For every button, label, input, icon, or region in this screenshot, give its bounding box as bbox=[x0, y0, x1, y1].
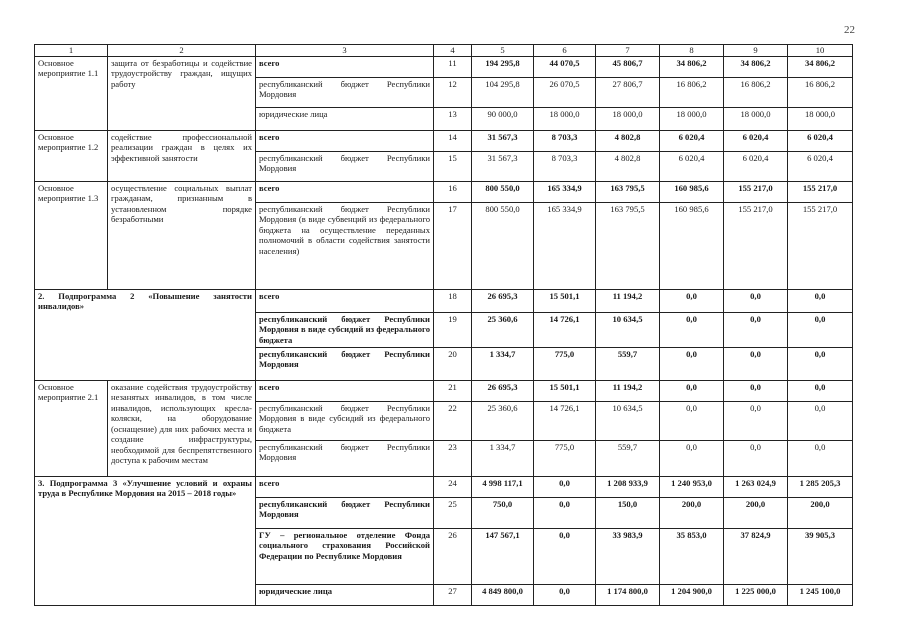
value-cell: 559,7 bbox=[596, 348, 660, 381]
value-cell: 6 020,4 bbox=[660, 152, 724, 182]
value-cell: 150,0 bbox=[596, 498, 660, 529]
table-row bbox=[35, 477, 853, 498]
header-cell: 3 bbox=[256, 45, 434, 57]
table-row bbox=[35, 290, 853, 313]
value-cell: 165 334,9 bbox=[534, 203, 596, 290]
value-cell: 0,0 bbox=[724, 381, 788, 402]
row-number: 13 bbox=[434, 108, 472, 131]
measure-description: оказание содействия трудоустройству незанятых инвалидов, в том числе инвалидов, использующих кресла-коляски, на оборудование (оснащение) для них рабочих места и создание инфраструктуры, необходимой для беспрепятственного доступа к рабочим местам bbox=[108, 381, 256, 477]
value-cell: 1 240 953,0 bbox=[660, 477, 724, 498]
value-cell: 0,0 bbox=[534, 529, 596, 585]
row-number: 18 bbox=[434, 290, 472, 313]
row-number: 27 bbox=[434, 585, 472, 606]
value-cell: 14 726,1 bbox=[534, 313, 596, 348]
table-row bbox=[35, 131, 853, 152]
funding-source: всего bbox=[256, 131, 434, 152]
value-cell: 1 285 205,3 bbox=[788, 477, 853, 498]
value-cell: 0,0 bbox=[534, 585, 596, 606]
table-row bbox=[35, 57, 853, 78]
row-number: 21 bbox=[434, 381, 472, 402]
value-cell: 0,0 bbox=[788, 313, 853, 348]
value-cell: 155 217,0 bbox=[724, 203, 788, 290]
funding-source: всего bbox=[256, 477, 434, 498]
row-number: 20 bbox=[434, 348, 472, 381]
page-number: 22 bbox=[844, 24, 855, 36]
row-number: 14 bbox=[434, 131, 472, 152]
value-cell: 26 695,3 bbox=[472, 381, 534, 402]
value-cell: 6 020,4 bbox=[788, 152, 853, 182]
funding-source: всего bbox=[256, 182, 434, 203]
value-cell: 16 806,2 bbox=[724, 78, 788, 108]
value-cell: 18 000,0 bbox=[534, 108, 596, 131]
funding-source: республиканский бюджет Республики Мордовия bbox=[256, 152, 434, 182]
value-cell: 0,0 bbox=[788, 381, 853, 402]
value-cell: 0,0 bbox=[660, 348, 724, 381]
value-cell: 1 245 100,0 bbox=[788, 585, 853, 606]
funding-source: республиканский бюджет Республики Мордовия (в виде субвенций из федерального бюджета на осуществление переданных полномочий в области содействия занятости населения) bbox=[256, 203, 434, 290]
funding-source: республиканский бюджет Республики Мордовия bbox=[256, 498, 434, 529]
value-cell: 44 070,5 bbox=[534, 57, 596, 78]
value-cell: 33 983,9 bbox=[596, 529, 660, 585]
value-cell: 6 020,4 bbox=[660, 131, 724, 152]
value-cell: 39 905,3 bbox=[788, 529, 853, 585]
value-cell: 6 020,4 bbox=[724, 131, 788, 152]
value-cell: 163 795,5 bbox=[596, 203, 660, 290]
value-cell: 15 501,1 bbox=[534, 381, 596, 402]
row-number: 11 bbox=[434, 57, 472, 78]
row-number: 15 bbox=[434, 152, 472, 182]
header-cell: 6 bbox=[534, 45, 596, 57]
value-cell: 34 806,2 bbox=[660, 57, 724, 78]
value-cell: 1 225 000,0 bbox=[724, 585, 788, 606]
value-cell: 4 849 800,0 bbox=[472, 585, 534, 606]
value-cell: 6 020,4 bbox=[788, 131, 853, 152]
value-cell: 4 998 117,1 bbox=[472, 477, 534, 498]
value-cell: 11 194,2 bbox=[596, 381, 660, 402]
measure-description: осуществление социальных выплат гражданам, признанным в установленном порядке безработными bbox=[108, 182, 256, 290]
funding-source: республиканский бюджет Республики Мордовия bbox=[256, 441, 434, 477]
value-cell: 775,0 bbox=[534, 441, 596, 477]
value-cell: 18 000,0 bbox=[596, 108, 660, 131]
value-cell: 1 334,7 bbox=[472, 348, 534, 381]
value-cell: 8 703,3 bbox=[534, 131, 596, 152]
row-number: 17 bbox=[434, 203, 472, 290]
header-cell: 9 bbox=[724, 45, 788, 57]
value-cell: 0,0 bbox=[724, 348, 788, 381]
value-cell: 10 634,5 bbox=[596, 402, 660, 441]
header-cell: 8 bbox=[660, 45, 724, 57]
measure-label: Основное мероприятие 1.3 bbox=[35, 182, 108, 290]
row-number: 12 bbox=[434, 78, 472, 108]
measure-label: Основное мероприятие 1.2 bbox=[35, 131, 108, 182]
funding-source: республиканский бюджет Республики Мордовия в виде субсидий из федерального бюджета bbox=[256, 402, 434, 441]
funding-source: республиканский бюджет Республики Мордовия bbox=[256, 78, 434, 108]
value-cell: 0,0 bbox=[724, 290, 788, 313]
funding-source: республиканский бюджет Республики Мордовия bbox=[256, 348, 434, 381]
value-cell: 10 634,5 bbox=[596, 313, 660, 348]
header-row bbox=[35, 45, 853, 57]
value-cell: 800 550,0 bbox=[472, 203, 534, 290]
header-cell: 10 bbox=[788, 45, 853, 57]
value-cell: 4 802,8 bbox=[596, 131, 660, 152]
value-cell: 45 806,7 bbox=[596, 57, 660, 78]
subprogram-title: 2. Подпрограмма 2 «Повышение занятости инвалидов» bbox=[35, 290, 256, 381]
row-number: 19 bbox=[434, 313, 472, 348]
value-cell: 26 070,5 bbox=[534, 78, 596, 108]
value-cell: 104 295,8 bbox=[472, 78, 534, 108]
table-row bbox=[35, 182, 853, 203]
value-cell: 0,0 bbox=[660, 402, 724, 441]
value-cell: 90 000,0 bbox=[472, 108, 534, 131]
value-cell: 34 806,2 bbox=[724, 57, 788, 78]
value-cell: 4 802,8 bbox=[596, 152, 660, 182]
value-cell: 155 217,0 bbox=[724, 182, 788, 203]
subprogram-title: 3. Подпрограмма 3 «Улучшение условий и охраны труда в Республике Мордовия на 2015 – 2018 годы» bbox=[35, 477, 256, 606]
value-cell: 0,0 bbox=[788, 290, 853, 313]
value-cell: 14 726,1 bbox=[534, 402, 596, 441]
value-cell: 200,0 bbox=[724, 498, 788, 529]
value-cell: 0,0 bbox=[724, 441, 788, 477]
budget-table bbox=[34, 44, 853, 606]
value-cell: 25 360,6 bbox=[472, 313, 534, 348]
value-cell: 559,7 bbox=[596, 441, 660, 477]
value-cell: 147 567,1 bbox=[472, 529, 534, 585]
value-cell: 16 806,2 bbox=[660, 78, 724, 108]
value-cell: 31 567,3 bbox=[472, 152, 534, 182]
measure-label: Основное мероприятие 2.1 bbox=[35, 381, 108, 477]
value-cell: 0,0 bbox=[660, 290, 724, 313]
value-cell: 0,0 bbox=[660, 313, 724, 348]
row-number: 23 bbox=[434, 441, 472, 477]
value-cell: 160 985,6 bbox=[660, 203, 724, 290]
header-cell: 5 bbox=[472, 45, 534, 57]
value-cell: 0,0 bbox=[724, 313, 788, 348]
funding-source: юридические лица bbox=[256, 108, 434, 131]
value-cell: 25 360,6 bbox=[472, 402, 534, 441]
value-cell: 750,0 bbox=[472, 498, 534, 529]
value-cell: 0,0 bbox=[788, 441, 853, 477]
funding-source: всего bbox=[256, 57, 434, 78]
measure-description: содействие профессиональной реализации граждан в целях их эффективной занятости bbox=[108, 131, 256, 182]
value-cell: 37 824,9 bbox=[724, 529, 788, 585]
value-cell: 18 000,0 bbox=[788, 108, 853, 131]
value-cell: 200,0 bbox=[788, 498, 853, 529]
value-cell: 1 208 933,9 bbox=[596, 477, 660, 498]
value-cell: 155 217,0 bbox=[788, 182, 853, 203]
value-cell: 165 334,9 bbox=[534, 182, 596, 203]
value-cell: 6 020,4 bbox=[724, 152, 788, 182]
value-cell: 155 217,0 bbox=[788, 203, 853, 290]
table-body bbox=[35, 57, 853, 606]
value-cell: 18 000,0 bbox=[660, 108, 724, 131]
value-cell: 1 334,7 bbox=[472, 441, 534, 477]
value-cell: 160 985,6 bbox=[660, 182, 724, 203]
table-row bbox=[35, 381, 853, 402]
value-cell: 34 806,2 bbox=[788, 57, 853, 78]
value-cell: 1 204 900,0 bbox=[660, 585, 724, 606]
value-cell: 1 263 024,9 bbox=[724, 477, 788, 498]
value-cell: 163 795,5 bbox=[596, 182, 660, 203]
measure-description: защита от безработицы и содействие трудоустройству граждан, ищущих работу bbox=[108, 57, 256, 131]
row-number: 24 bbox=[434, 477, 472, 498]
header-cell: 2 bbox=[108, 45, 256, 57]
value-cell: 1 174 800,0 bbox=[596, 585, 660, 606]
value-cell: 194 295,8 bbox=[472, 57, 534, 78]
value-cell: 0,0 bbox=[788, 402, 853, 441]
value-cell: 200,0 bbox=[660, 498, 724, 529]
value-cell: 0,0 bbox=[534, 477, 596, 498]
value-cell: 775,0 bbox=[534, 348, 596, 381]
value-cell: 11 194,2 bbox=[596, 290, 660, 313]
value-cell: 26 695,3 bbox=[472, 290, 534, 313]
header-cell: 1 bbox=[35, 45, 108, 57]
value-cell: 16 806,2 bbox=[788, 78, 853, 108]
funding-source: всего bbox=[256, 381, 434, 402]
value-cell: 31 567,3 bbox=[472, 131, 534, 152]
value-cell: 18 000,0 bbox=[724, 108, 788, 131]
row-number: 26 bbox=[434, 529, 472, 585]
value-cell: 35 853,0 bbox=[660, 529, 724, 585]
row-number: 16 bbox=[434, 182, 472, 203]
measure-label: Основное мероприятие 1.1 bbox=[35, 57, 108, 131]
row-number: 22 bbox=[434, 402, 472, 441]
funding-source: всего bbox=[256, 290, 434, 313]
funding-source: юридические лица bbox=[256, 585, 434, 606]
value-cell: 0,0 bbox=[724, 402, 788, 441]
value-cell: 15 501,1 bbox=[534, 290, 596, 313]
value-cell: 27 806,7 bbox=[596, 78, 660, 108]
value-cell: 0,0 bbox=[788, 348, 853, 381]
funding-source: республиканский бюджет Республики Мордовия в виде субсидий из федерального бюджета bbox=[256, 313, 434, 348]
value-cell: 0,0 bbox=[660, 381, 724, 402]
value-cell: 800 550,0 bbox=[472, 182, 534, 203]
value-cell: 0,0 bbox=[660, 441, 724, 477]
funding-source: ГУ – региональное отделение Фонда социального страхования Российской Федерации по Республике Мордовия bbox=[256, 529, 434, 585]
row-number: 25 bbox=[434, 498, 472, 529]
header-cell: 7 bbox=[596, 45, 660, 57]
header-cell: 4 bbox=[434, 45, 472, 57]
value-cell: 8 703,3 bbox=[534, 152, 596, 182]
value-cell: 0,0 bbox=[534, 498, 596, 529]
